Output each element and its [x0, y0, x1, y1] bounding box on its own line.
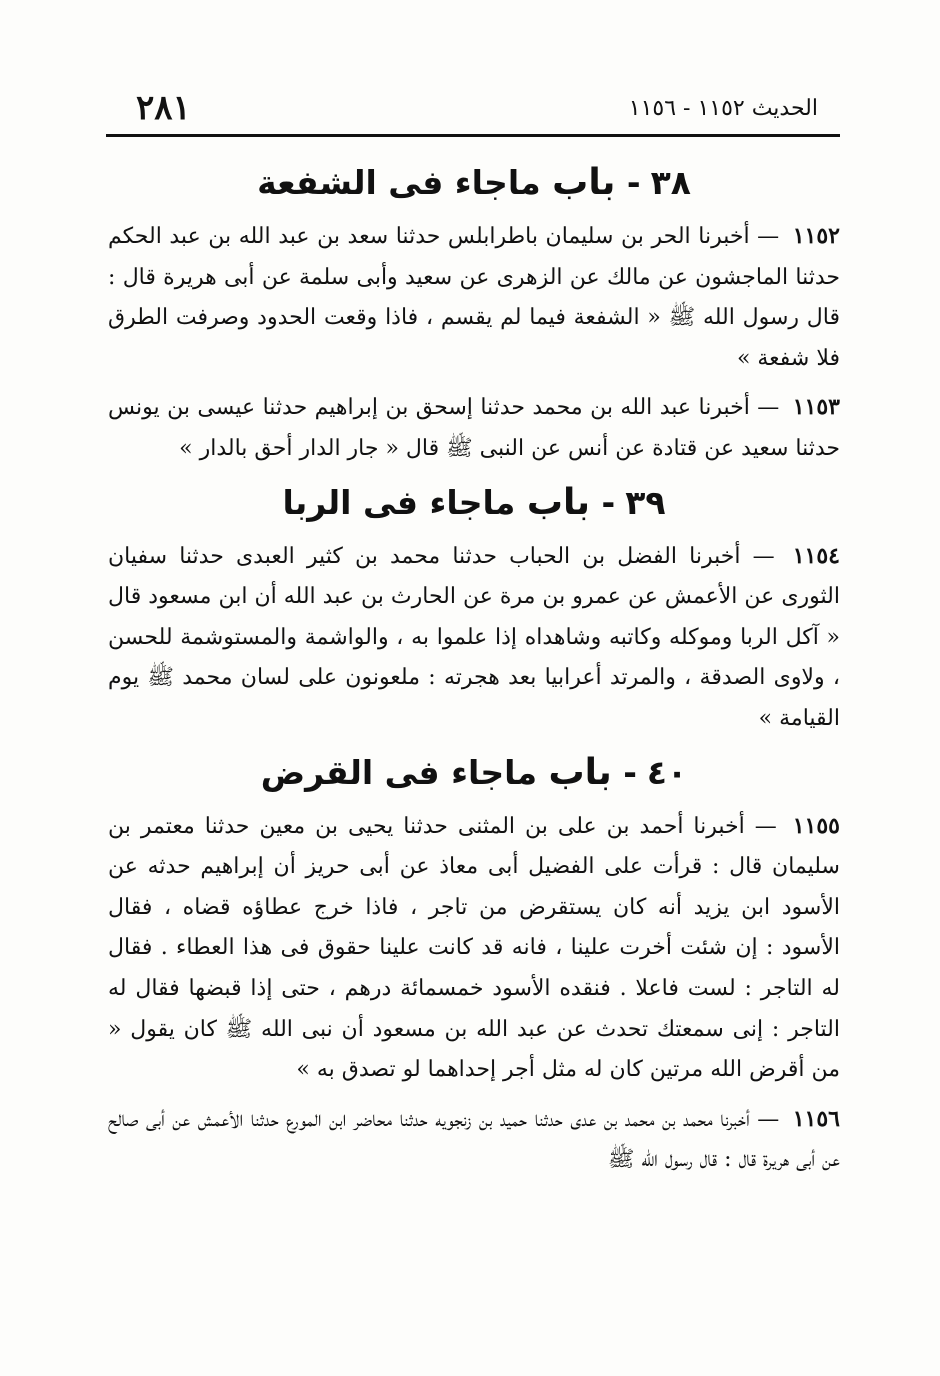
hadith-number: ١١٥٣: [792, 394, 840, 421]
hadith-paragraph: ١١٥٦ — أخبرنا محمد بن محمد بن عدى حدثنا حميد بن زنجويه حدثنا محاضر ابن المورع حدثنا الأعمش عن أبى صالح عن أبى هريرة قال : قال رسول الله ﷺ: [108, 1105, 840, 1173]
running-head: الحديث ١١٥٢ - ١١٥٦: [628, 96, 818, 121]
chapter-title: ٣٩- باب ماجاء فى الربا: [282, 481, 666, 523]
chapter-name: ماجاء فى الشفعة: [257, 163, 541, 202]
page-content: [108, 150, 840, 1181]
hadith-text: أخبرنا أحمد بن على بن المثنى حدثنا يحيى بن معين حدثنا معتمر بن سليمان قال : قرأت على الفضيل أبى معاذ عن أبى حريز أن إبراهيم حدثه عن الأسود ابن يزيد أنه كان يستقرض من تاجر ، فاذا خرج عطاؤه قضاه ، فقال الأسود : إن شئت أخرت علينا ، فانه قد كانت علينا حقوق فى هذا العطاء . فقال له التاجر : لست فاعلا . فنقده الأسود خمسمائة درهم ، حتى إذا قبضها فقال له التاجر : إنى سمعتك تحدث عن عبد الله بن مسعود أن نبى الله ﷺ كان يقول « من أقرض الله مرتين كان له مثل أجر إحداهما لو تصدق به »: [108, 813, 840, 1083]
hadith-paragraph: ١١٥٢ — أخبرنا الحر بن سليمان باطرابلس حدثنا سعد بن عبد الله بن عبد الحكم حدثنا الماجشون عن مالك عن الزهرى عن سعيد وأبى سلمة عن أبى هريرة قال : قال رسول الله ﷺ « الشفعة فيما لم يقسم ، فاذا وقعت الحدود وصرفت الطرق فلا شفعة »: [108, 223, 840, 371]
chapter-keyword: باب: [548, 751, 612, 793]
chapter-name: ماجاء فى الربا: [282, 482, 516, 522]
hadith-number: ١١٥٤: [792, 542, 840, 569]
hadith-paragraph: ١١٥٥ — أخبرنا أحمد بن على بن المثنى حدثنا يحيى بن معين حدثنا معتمر بن سليمان قال : قرأت على الفضيل أبى معاذ عن أبى حريز أن إبراهيم حدثه عن الأسود ابن يزيد أنه كان يستقرض من تاجر ، فاذا خرج عطاؤه قضاه ، فقال الأسود : إن شئت أخرت علينا ، فانه قد كانت علينا حقوق فى هذا العطاء . فقال له التاجر : لست فاعلا . فنقده الأسود خمسمائة درهم ، حتى إذا قبضها فقال له التاجر : إنى سمعتك تحدث عن عبد الله بن مسعود أن نبى الله ﷺ كان يقول « من أقرض الله مرتين كان له مثل أجر إحداهما لو تصدق به »: [108, 812, 840, 1083]
hadith-text: أخبرنا الفضل بن الحباب حدثنا محمد بن كثير العبدى حدثنا سفيان الثورى عن الأعمش عن عمرو بن مرة عن الحارث بن عبد الله أن ابن مسعود قال « آكل الربا وموكله وكاتبه وشاهداه إذا علموا به ، والواشمة والمستوشمة للحسن ، ولاوى الصدقة ، والمرتد أعرابيا بعد هجرته : ملعونون على لسان محمد ﷺ يوم القيامة »: [108, 543, 840, 731]
page-number: ٢٨١: [136, 88, 191, 128]
chapter-keyword: باب: [526, 481, 591, 523]
hadith-text: أخبرنا الحر بن سليمان باطرابلس حدثنا سعد بن عبد الله بن عبد الحكم حدثنا الماجشون عن مالك عن الزهرى عن سعيد وأبى سلمة عن أبى هريرة قال : قال رسول الله ﷺ « الشفعة فيما لم يقسم ، فاذا وقعت الحدود وصرفت الطرق فلا شفعة »: [108, 224, 840, 371]
chapter-title: ٣٨- باب ماجاء فى الشفعة: [257, 162, 691, 203]
header-rule: [106, 134, 840, 137]
hadith-text: أخبرنا عبد الله بن محمد حدثنا إسحق بن إبراهيم حدثنا عيسى بن يونس حدثنا سعيد عن قتادة عن أنس عن النبى ﷺ قال « جار الدار أحق بالدار »: [108, 395, 840, 461]
chapter-keyword: باب: [552, 162, 616, 203]
chapter-number: ٣٨: [650, 163, 691, 202]
chapter-title: ٤٠- باب ماجاء فى القرض: [260, 751, 688, 793]
chapter-name: ماجاء فى القرض: [260, 752, 537, 792]
page-header: [106, 88, 840, 136]
chapter-number: ٤٠: [646, 752, 688, 792]
hadith-paragraph: ١١٥٤ — أخبرنا الفضل بن الحباب حدثنا محمد بن كثير العبدى حدثنا سفيان الثورى عن الأعمش عن عمرو بن مرة عن الحارث بن عبد الله أن ابن مسعود قال « آكل الربا وموكله وكاتبه وشاهداه إذا علموا به ، والواشمة والمستوشمة للحسن ، ولاوى الصدقة ، والمرتد أعرابيا بعد هجرته : ملعونون على لسان محمد ﷺ يوم القيامة »: [108, 542, 840, 731]
chapter-number: ٣٩: [625, 482, 666, 522]
hadith-paragraph: ١١٥٣ — أخبرنا عبد الله بن محمد حدثنا إسحق بن إبراهيم حدثنا عيسى بن يونس حدثنا سعيد عن قتادة عن أنس عن النبى ﷺ قال « جار الدار أحق بالدار »: [108, 394, 840, 461]
hadith-number: ١١٥٥: [792, 812, 840, 839]
hadith-number: ١١٥٢: [792, 223, 840, 249]
hadith-text: أخبرنا محمد بن محمد بن عدى حدثنا حميد بن زنجويه حدثنا محاضر ابن المورع حدثنا الأعمش عن أبى صالح عن أبى هريرة قال : قال رسول الله ﷺ: [108, 1106, 840, 1173]
hadith-number: ١١٥٦: [792, 1105, 840, 1132]
